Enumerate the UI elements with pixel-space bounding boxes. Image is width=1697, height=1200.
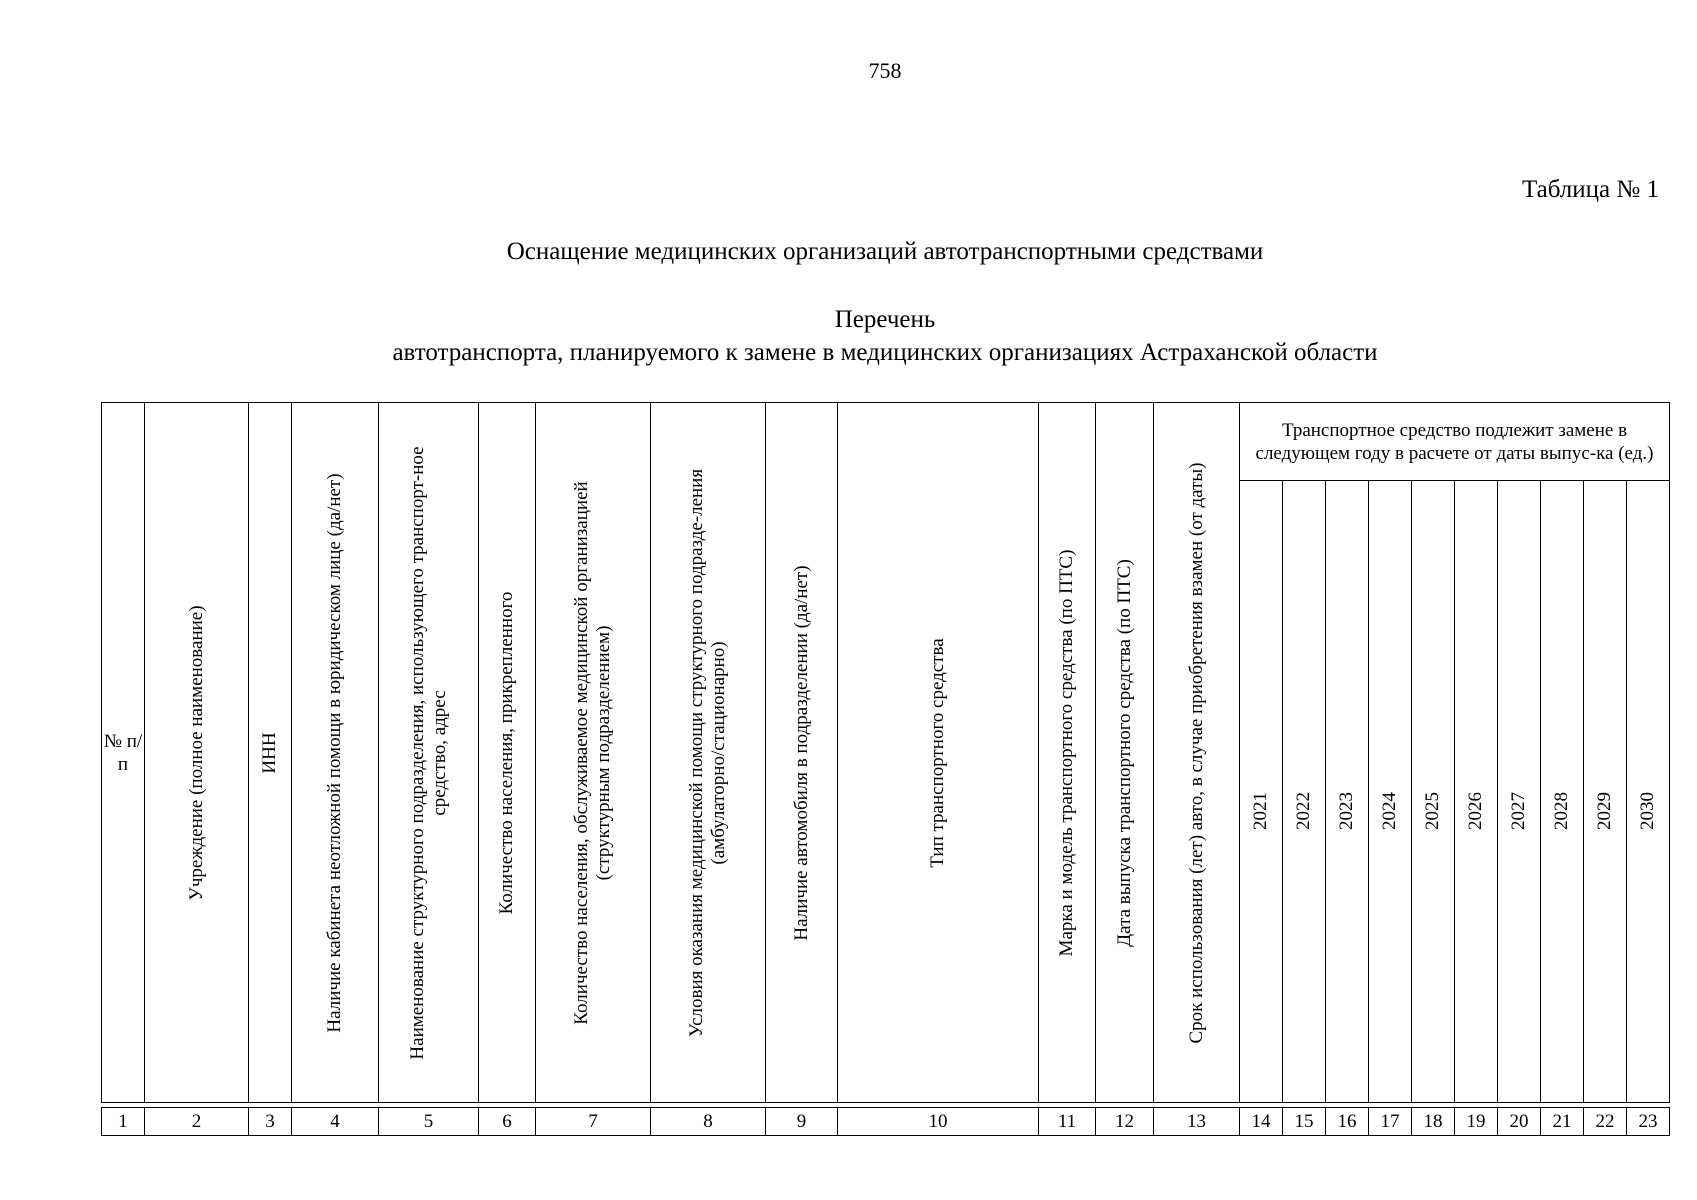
column-header-13 bbox=[1153, 402, 1239, 1102]
column-number-label: 23 bbox=[1638, 1110, 1658, 1132]
list-heading: Перечень bbox=[834, 306, 936, 333]
column-number-label: 21 bbox=[1552, 1110, 1572, 1132]
column-header-label: Условия оказания медицинской помощи структурного подразде-ления (амбулаторно/стационарно) bbox=[686, 468, 729, 1037]
column-number-20 bbox=[1497, 1107, 1540, 1135]
column-number-label: 13 bbox=[1187, 1110, 1206, 1132]
column-header-label: Тип транспортного средства bbox=[927, 637, 948, 868]
year-label: 2029 bbox=[1594, 792, 1615, 830]
year-column-2027 bbox=[1497, 480, 1540, 1102]
column-header-label: Учреждение (полное наименование) bbox=[185, 604, 207, 901]
column-number-22 bbox=[1583, 1107, 1626, 1135]
column-header-12 bbox=[1095, 402, 1153, 1102]
column-header-11 bbox=[1038, 402, 1095, 1102]
column-number-5 bbox=[378, 1107, 478, 1135]
column-header-label: ИНН bbox=[259, 731, 280, 774]
year-group-header-label: Транспортное средство подлежит замене в следующем году в расчете от даты выпус-ка (ед.) bbox=[1255, 419, 1654, 464]
year-label: 2030 bbox=[1637, 792, 1658, 830]
year-column-2030 bbox=[1626, 480, 1669, 1102]
column-header-3 bbox=[248, 402, 291, 1102]
year-label: 2028 bbox=[1551, 792, 1572, 830]
year-column-2026 bbox=[1454, 480, 1497, 1102]
vehicle-replacement-table bbox=[101, 402, 1668, 1135]
document-title: Оснащение медицинских организаций автотранспортными средствами bbox=[506, 238, 1264, 265]
column-number-label: 12 bbox=[1115, 1110, 1134, 1132]
column-header-9 bbox=[765, 402, 837, 1102]
column-number-3 bbox=[248, 1107, 291, 1135]
column-number-label: 1 bbox=[118, 1110, 128, 1132]
column-number-4 bbox=[291, 1107, 378, 1135]
column-number-8 bbox=[650, 1107, 765, 1135]
year-column-2029 bbox=[1583, 480, 1626, 1102]
year-column-2022 bbox=[1282, 480, 1325, 1102]
column-number-label: 9 bbox=[796, 1110, 807, 1132]
column-number-label: 5 bbox=[423, 1110, 434, 1132]
column-number-label: 4 bbox=[330, 1110, 340, 1132]
column-number-14 bbox=[1239, 1107, 1282, 1135]
year-label: 2026 bbox=[1465, 792, 1486, 830]
list-subtitle: автотранспорта, планируемого к замене в медицинских организациях Астраханской области bbox=[392, 339, 1378, 366]
column-header-2 bbox=[144, 402, 248, 1102]
column-number-15 bbox=[1282, 1107, 1325, 1135]
column-number-label: 6 bbox=[502, 1110, 512, 1132]
column-header-10 bbox=[837, 402, 1038, 1102]
year-column-2025 bbox=[1411, 480, 1454, 1102]
column-number-13 bbox=[1153, 1107, 1239, 1135]
year-column-2021 bbox=[1239, 480, 1282, 1102]
column-header-label: Наличие автомобиля в подразделении (да/нет) bbox=[790, 564, 812, 941]
column-header-7 bbox=[535, 402, 650, 1102]
column-header-6 bbox=[478, 402, 535, 1102]
year-label: 2027 bbox=[1508, 792, 1529, 830]
column-header-8 bbox=[650, 402, 765, 1102]
table-label: Таблица № 1 bbox=[1521, 176, 1659, 203]
column-header-1 bbox=[101, 402, 144, 1102]
column-number-7 bbox=[535, 1107, 650, 1135]
page-number: 758 bbox=[868, 58, 902, 83]
year-column-2024 bbox=[1368, 480, 1411, 1102]
column-number-19 bbox=[1454, 1107, 1497, 1135]
year-label: 2021 bbox=[1250, 792, 1271, 830]
year-label: 2022 bbox=[1293, 792, 1314, 830]
column-number-label: 7 bbox=[588, 1110, 598, 1132]
column-number-16 bbox=[1325, 1107, 1368, 1135]
column-number-10 bbox=[837, 1107, 1038, 1135]
column-number-label: 2 bbox=[191, 1110, 202, 1132]
column-number-label: 8 bbox=[703, 1110, 713, 1132]
column-number-2 bbox=[144, 1107, 248, 1135]
column-number-label: 3 bbox=[265, 1110, 275, 1132]
column-header-label: № п/п bbox=[103, 730, 143, 775]
column-number-1 bbox=[101, 1107, 144, 1135]
column-number-label: 10 bbox=[928, 1110, 948, 1132]
column-number-label: 19 bbox=[1466, 1110, 1486, 1132]
column-number-23 bbox=[1626, 1107, 1669, 1135]
year-label: 2025 bbox=[1422, 792, 1443, 830]
column-number-21 bbox=[1540, 1107, 1583, 1135]
column-header-label: Дата выпуска транспортного средства (по ПТС) bbox=[1113, 558, 1135, 947]
column-number-9 bbox=[765, 1107, 837, 1135]
column-number-18 bbox=[1411, 1107, 1454, 1135]
column-header-4 bbox=[291, 402, 378, 1102]
year-column-2023 bbox=[1325, 480, 1368, 1102]
column-number-label: 11 bbox=[1057, 1110, 1077, 1132]
column-number-17 bbox=[1368, 1107, 1411, 1135]
column-number-label: 20 bbox=[1509, 1110, 1529, 1132]
column-header-label: Количество населения, обслуживаемое медицинской организацией (структурным подразделением) bbox=[571, 480, 614, 1025]
column-number-label: 14 bbox=[1251, 1110, 1271, 1132]
year-group-header bbox=[1239, 402, 1669, 480]
column-header-label: Количество населения, прикрепленного bbox=[496, 591, 517, 914]
column-number-11 bbox=[1038, 1107, 1095, 1135]
year-column-2028 bbox=[1540, 480, 1583, 1102]
column-header-5 bbox=[378, 402, 478, 1102]
column-number-label: 22 bbox=[1595, 1110, 1615, 1132]
column-number-12 bbox=[1095, 1107, 1153, 1135]
column-number-6 bbox=[478, 1107, 535, 1135]
column-header-label: Марка и модель транспортного средства (по ПТС) bbox=[1056, 549, 1077, 956]
column-header-label: Срок использования (лет) авто, в случае приобретения взамен (от даты) bbox=[1185, 461, 1207, 1044]
column-number-label: 15 bbox=[1294, 1110, 1314, 1132]
column-header-label: Наименование структурного подразделения, использующего транспорт-ное средство, адрес bbox=[406, 445, 450, 1060]
column-header-label: Наличие кабинета неотложной помощи в юридическом лице (да/нет) bbox=[324, 472, 345, 1033]
year-label: 2024 bbox=[1379, 792, 1400, 830]
column-number-label: 16 bbox=[1337, 1110, 1357, 1132]
year-label: 2023 bbox=[1336, 792, 1357, 830]
column-number-label: 18 bbox=[1423, 1110, 1443, 1132]
column-number-label: 17 bbox=[1380, 1110, 1400, 1132]
